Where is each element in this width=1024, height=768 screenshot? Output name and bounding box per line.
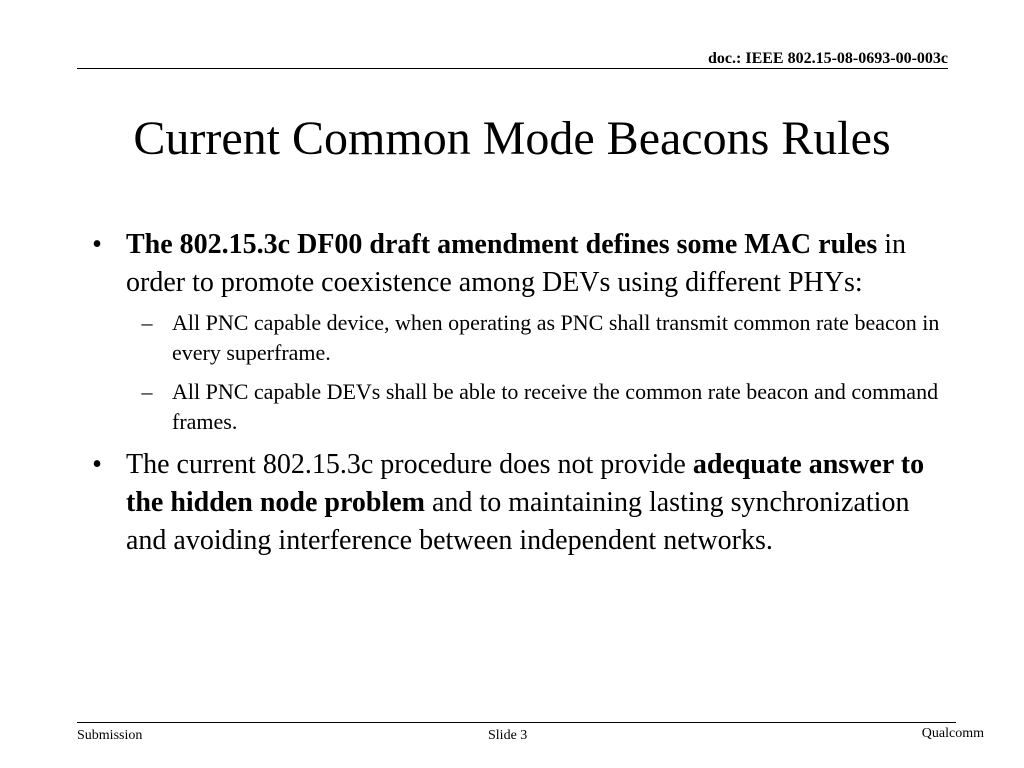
bullet-1-text: in order to promote coexistence among DEVs using different PHYs: [126,229,907,298]
bullet-item-2 [86,446,946,560]
sub-bullet-item-2 [86,377,946,437]
document-id: doc.: IEEE 802.15-08-0693-00-003c [708,50,948,67]
bullet-marker: • [92,229,102,260]
footer-company: Qualcomm [921,726,984,741]
sub-bullet-item-1 [86,308,946,368]
sub-bullet-marker: – [141,310,153,335]
footer-submission: Submission [77,728,143,743]
bullet-1-bold-text: The 802.15.3c DF00 draft amendment defines some MAC rules [126,229,878,260]
sub-bullet-marker: – [141,379,153,404]
slide-body [86,226,946,560]
footer-divider [77,722,956,723]
bullet-marker: • [92,449,102,480]
bullet-2-text-end: and to maintaining lasting synchronization and avoiding interference between independent networks. [126,487,910,556]
sub-bullet-1-text: All PNC capable device, when operating as PNC shall transmit common rate beacon in every superframe. [172,310,940,365]
slide-title: Current Common Mode Beacons Rules [133,112,891,165]
bullet-2-bold-text: adequate answer to the hidden node problem [126,449,925,518]
sub-bullet-list [126,308,946,437]
bullet-2-text-start: The current 802.15.3c procedure does not provide [126,449,693,480]
sub-bullet-2-text: All PNC capable DEVs shall be able to receive the common rate beacon and command frames. [172,379,939,434]
bullet-item-1 [86,226,946,437]
footer-slide-number: Slide 3 [488,728,528,743]
header-divider [77,68,948,69]
